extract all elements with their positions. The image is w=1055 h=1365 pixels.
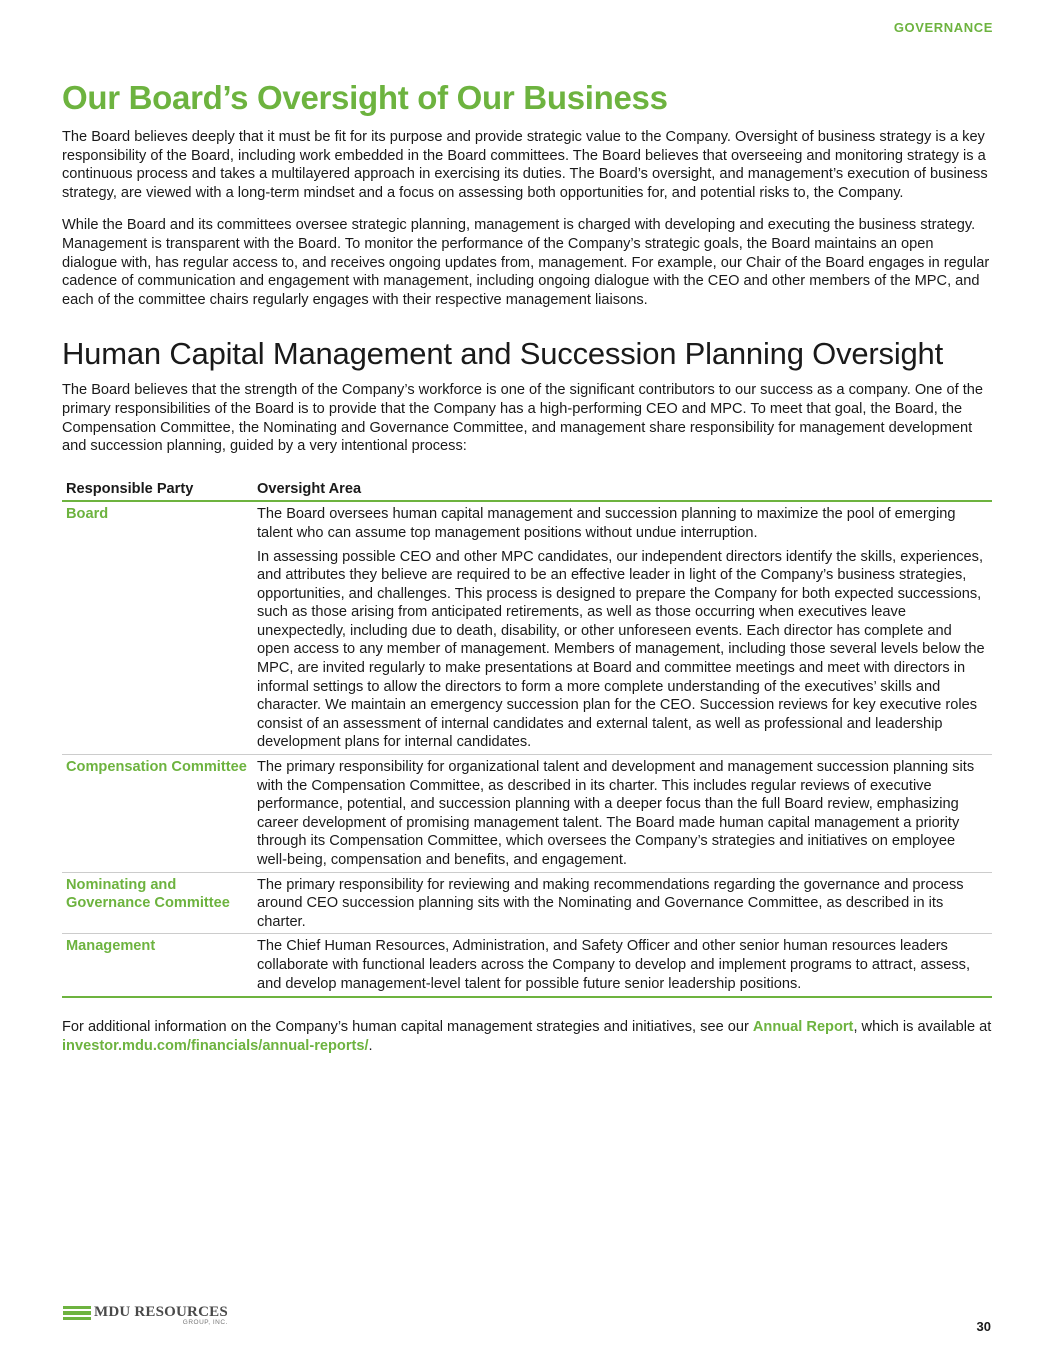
section-tag: GOVERNANCE (893, 20, 993, 35)
human-capital-title: Human Capital Management and Succession Planning Oversight (62, 336, 944, 372)
area-compensation-paragraph: The primary responsibility for organizational talent and development and management succession planning sits with the Compensation Committee, as described in its charter. This includes regular reviews of executive performance, potential, and succession planning with a deeper focus than the full Board review, emphasizing career development of promising management talent. The Board made human capital management a priority through its Compensation Committee, which oversees the Company’s strategies and initiatives on employee well-being, compensation and benefits, and engagement. (257, 759, 975, 868)
table-row-compensation-committee (62, 755, 992, 873)
area-board-paragraph-1: The Board oversees human capital management and succession planning to maximize the pool of emerging talent who can assume top management positions without undue interruption. (257, 506, 956, 541)
party-management: Management (62, 934, 253, 997)
footnote-middle: , which is available at (853, 1019, 992, 1036)
logo-subtitle: GROUP, INC. (182, 1319, 228, 1326)
header-responsible-party: Responsible Party (62, 476, 253, 502)
mdu-resources-logo (63, 1305, 228, 1327)
logo-stripes-icon (63, 1306, 91, 1320)
area-board-paragraph-2: In assessing possible CEO and other MPC candidates, our independent directors identify the skills, experiences, and attributes they believe are required to be an effective leader in light of the Company’s business strategies, opportunities, and challenges. This process is designed to prepare the Company for both expected successions, such as those arising from anticipated retirements, as well as those occurring when executives leave unexpectedly, including due to death, disability, or other unforeseen events. Each director has complete and open access to any member of management. Members of management, including those several levels below the MPC, are invited regularly to make presentations at Board and committee meetings and meet with directors in informal settings to allow the directors to form a more complete understanding of the executives’ skills and character. We maintain an emergency succession plan for the CEO. Succession reviews for key executive roles consist of an assessment of internal candidates and external talent, as well as professional and leadership development plans for internal candidates. (257, 548, 985, 751)
footnote-suffix: . (368, 1037, 373, 1054)
page-content (62, 78, 992, 1069)
table-row-management (62, 934, 992, 997)
area-management (253, 934, 992, 997)
header-oversight-area: Oversight Area (253, 476, 992, 502)
area-compensation-committee (253, 755, 992, 873)
table-header-row (62, 476, 992, 502)
area-management-paragraph: The Chief Human Resources, Administration, and Safety Officer and other senior human resources leaders collaborate with functional leaders across the Company to develop and implement programs to attract, assess, and develop management-level talent for possible future senior leadership positions. (257, 938, 971, 992)
table-row-nominating-governance (62, 872, 992, 934)
party-board: Board (62, 501, 253, 754)
board-oversight-paragraph-1: The Board believes deeply that it must be fit for its purpose and provide strategic value to the Company. Oversight of business strategy is a key responsibility of the Board, including work embedded in the Board committees. The Board believes that overseeing and monitoring strategy is a continuous process and takes a multilayered approach in exercising its duties. The Board’s oversight, and management’s execution of business strategy, are viewed with a long-term mindset and a focus on assessing both opportunities for, and potential risks to, the Company. (62, 129, 988, 201)
party-compensation-committee: Compensation Committee (62, 755, 253, 873)
annual-reports-url-link[interactable]: investor.mdu.com/financials/annual-reports/ (62, 1037, 369, 1054)
board-oversight-paragraph-2: While the Board and its committees oversee strategic planning, management is charged with developing and executing the business strategy. Management is transparent with the Board. To monitor the performance of the Company’s strategic goals, the Board maintains an open dialogue with, has regular access to, and receives ongoing updates from, management. For example, our Chair of the Board engages in regular cadence of communication and engagement with management, including ongoing dialogue with the CEO and other members of the MPC, and each of the committee chairs regularly engages with their respective management liaisons. (62, 217, 990, 308)
table-row-board (62, 501, 992, 754)
page-number: 30 (976, 1319, 991, 1334)
board-oversight-title: Our Board’s Oversight of Our Business (62, 79, 668, 116)
footnote (62, 1018, 992, 1055)
oversight-table (62, 476, 992, 998)
area-board (253, 501, 992, 754)
area-nominating-governance (253, 872, 992, 934)
human-capital-intro: The Board believes that the strength of the Company’s workforce is one of the significant contributors to our success as a company. One of the primary responsibilities of the Board is to provide that the Company has a high-performing CEO and MPC. To meet that goal, the Board, the Compensation Committee, the Nominating and Governance Committee, and management share responsibility for management development and succession planning, guided by a very intentional process: (62, 382, 983, 455)
annual-report-link[interactable]: Annual Report (752, 1019, 854, 1036)
footnote-prefix: For additional information on the Company’s human capital management strategies and initiatives, see our (62, 1019, 753, 1036)
logo-name: MDU RESOURCES (94, 1304, 228, 1320)
party-nominating-governance: Nominating and Governance Committee (62, 872, 253, 934)
logo-wordmark (94, 1305, 228, 1327)
area-nominating-paragraph: The primary responsibility for reviewing and making recommendations regarding the governance and process around CEO succession planning sits with the Nominating and Governance Committee, as described in its charter. (257, 876, 964, 930)
